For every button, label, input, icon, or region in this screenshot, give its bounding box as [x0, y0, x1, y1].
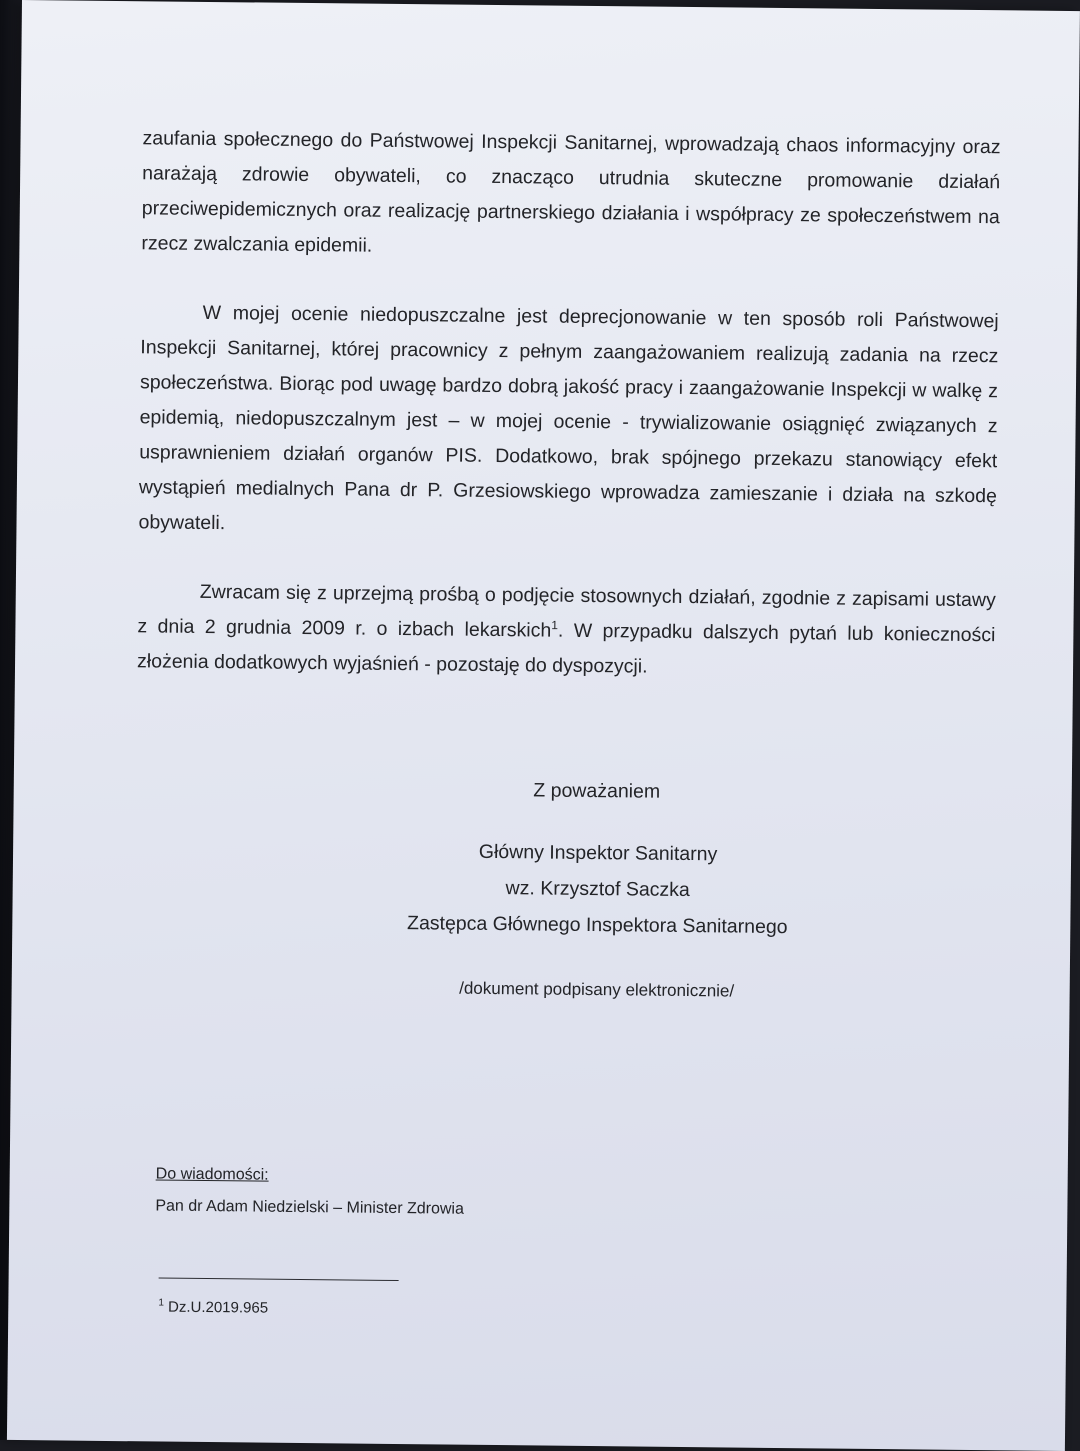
signatory-role: Zastępca Głównego Inspektora Sanitarnego — [406, 912, 788, 939]
footnote-reference: 1 — [551, 618, 559, 633]
paragraph-3 — [137, 574, 996, 688]
paragraph-1: zaufania społecznego do Państwowej Inspekcji Sanitarnej, wprowadzają chaos informacyjny oraz narażają zdrowie obywateli, co znacząco utrudnia skuteczne promowanie działań przeciwepidemicznych oraz realizację partnerskiego działania i współpracy ze społeczeństwem na rzecz zwalczania epidemii. — [141, 127, 1001, 257]
cc-heading: Do wiadomości: — [155, 1165, 269, 1184]
closing-regards: Z poważaniem — [533, 779, 661, 803]
paragraph-3-text-b: W przypadku dalszych pytań lub konieczności złożenia dodatkowych wyjaśnień - pozostaję do dyspozycji. — [136, 619, 996, 678]
footnote — [158, 1290, 268, 1326]
paragraph-3-text-a: Zwracam się z uprzejmą prośbą o podjęcie stosownych działań, zgodnie z zapisami ustawy z dnia 2 grudnia 2009 r. o izbach lekarskich — [137, 580, 996, 642]
footnote-text: Dz.U.2019.965 — [163, 1298, 269, 1317]
electronic-signature-note: /dokument podpisany elektronicznie/ — [459, 978, 735, 1001]
footnote-reference-punct: . — [557, 619, 564, 642]
signatory-title: Główny Inspektor Sanitarny — [478, 840, 718, 866]
signatory-name: wz. Krzysztof Saczka — [505, 877, 690, 902]
paragraph-2: W mojej ocenie niedopuszczalne jest deprecjonowanie w ten sposób roli Państwowej Inspekcji Sanitarnej, której pracownicy z pełnym zaangażowaniem realizują zadania na rzecz społeczeństwa. Biorąc pod uwagę bardzo dobrą jakość pracy i zaangażowanie Inspekcji w walkę z epidemią, niedopuszczalnym jest – w mojej ocenie - trywializowanie osiągnięć związanych z usprawnieniem działań organów PIS. Dodatkowo, brak spójnego przekazu stanowiący efekt wystąpień medialnych Pana dr P. Grzesiowskiego wprowadza zamieszanie i działa na szkodę obywateli. — [138, 301, 999, 535]
footnote-mark: 1 — [158, 1297, 164, 1309]
letter-body — [136, 121, 1001, 1317]
cc-recipient: Pan dr Adam Niedzielski – Minister Zdrowia — [155, 1197, 465, 1218]
document-page — [7, 0, 1080, 1451]
footnote-divider — [159, 1278, 399, 1282]
